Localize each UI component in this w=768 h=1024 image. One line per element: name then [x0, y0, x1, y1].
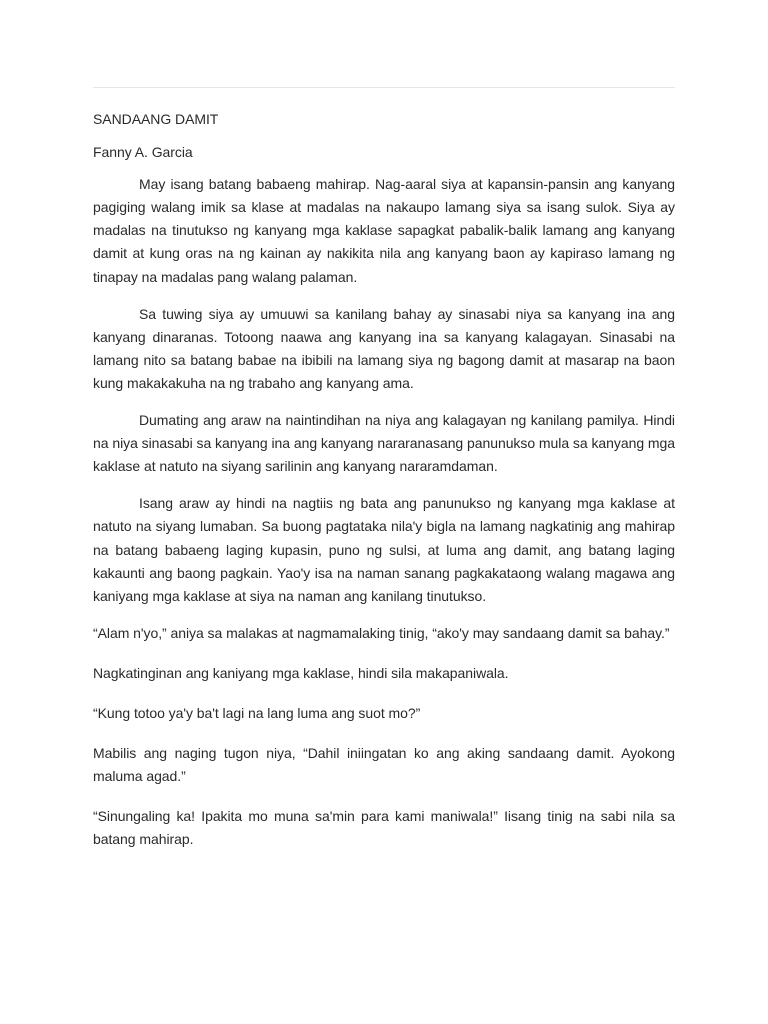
paragraph: Nagkatinginan ang kaniyang mga kaklase, hindi sila makapaniwala.: [93, 664, 509, 681]
paragraph: May isang batang babaeng mahirap. Nag-aaral siya at kapansin-pansin ang kanyang pagiging walang imik sa klase at madalas na nakaupo lamang siya sa isang sulok. Siya ay madalas na tinutukso ng kanyang mga kaklase sapagkat pabalik-balik lamang ang kanyang damit at kung oras na ng kainan ay nakikita nila ang kanyang baon ay kapiraso lamang ng tinapay na madalas pang walang palaman.: [93, 176, 675, 285]
paragraph: “Sinungaling ka! Ipakita mo muna sa'min para kami maniwala!” Iisang tinig na sabi nila sa batang mahirap.: [93, 808, 675, 848]
paragraph: Dumating ang araw na naintindihan na niya ang kalagayan ng kanilang pamilya. Hindi na niya sinasabi sa kanyang ina ang kanyang nararanasang panunukso mula sa kanyang mga kaklase at natuto na siyang sarilinin ang kanyang nararamdaman.: [93, 412, 675, 475]
top-divider: [93, 87, 675, 88]
paragraph: Mabilis ang naging tugon niya, “Dahil iniingatan ko ang aking sandaang damit. Ayokong maluma agad.”: [93, 745, 675, 785]
paragraph: “Kung totoo ya'y ba't lagi na lang luma ang suot mo?”: [93, 704, 421, 721]
story-title: SANDAANG DAMIT: [93, 111, 219, 127]
paragraph: Sa tuwing siya ay umuuwi sa kanilang bahay ay sinasabi niya sa kanyang ina ang kanyang dinaranas. Totoong naawa ang kanyang ina sa kanyang kalagayan. Sinasabi na lamang nito sa batang babae na ibibili na lamang siya ng bagong damit at masarap na baon kung makakakuha na ng trabaho ang kanyang ama.: [93, 305, 675, 391]
paragraph: “Alam n'yo,” aniya sa malakas at nagmamalaking tinig, “ako'y may sandaang damit sa bahay.”: [93, 624, 670, 641]
story-author: Fanny A. Garcia: [93, 144, 193, 161]
paragraph: Isang araw ay hindi na nagtiis ng bata ang panunukso ng kanyang mga kaklase at natuto na siyang lumaban. Sa buong pagtataka nila'y bigla na lamang nagkatinig ang mahirap na batang babaeng laging kupasin, puno ng sulsi, at luma ang damit, ang batang laging kakaunti ang baong pagkain. Yao'y isa na naman sanang pagkakataong walang magawa ang kaniyang mga kaklase at siya na naman ang kanilang tinutukso.: [93, 495, 675, 604]
document-body: [93, 108, 675, 868]
